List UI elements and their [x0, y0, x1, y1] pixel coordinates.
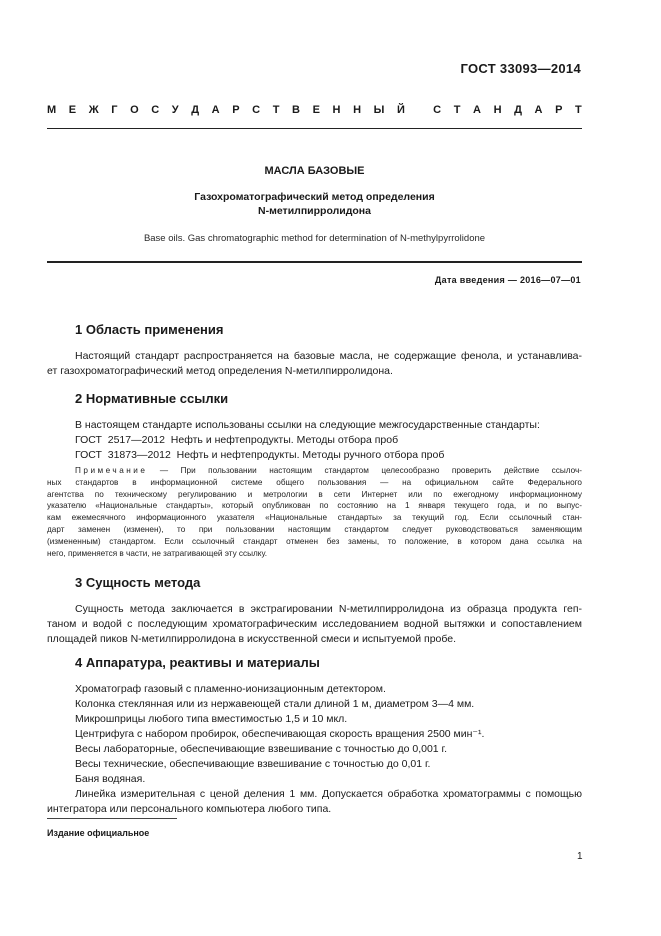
- note-label: Примечание: [75, 466, 148, 475]
- banner-letter: Н: [332, 104, 341, 116]
- interstate-standard-banner: [47, 104, 582, 116]
- equipment-item: Весы лабораторные, обеспечивающие взвешивание с точностью до 0,001 г.: [75, 743, 448, 755]
- banner-letter: А: [473, 104, 481, 116]
- note-line: агентства по техническому регулированию и метрологии в сети Интернет или по ежегодному информационному: [47, 489, 582, 499]
- introduction-date: Дата введения — 2016—07—01: [434, 275, 581, 285]
- document-subtitle-line1: Газохроматографический метод определения: [194, 191, 435, 203]
- banner-letter: С: [151, 104, 160, 116]
- reference-line: ГОСТ 2517—2012 Нефть и нефтепродукты. Методы отбора проб: [75, 434, 399, 446]
- banner-letter: Д: [514, 104, 522, 116]
- banner-letter: Е: [312, 104, 320, 116]
- section-4-body: [47, 682, 582, 817]
- equipment-item: Весы технические, обеспечивающие взвешивание с точностью до 0,01 г.: [75, 758, 431, 770]
- note-line: кам ежемесячного информационного указателя «Национальные стандарты» за текущий год. Если ссылочный стан-: [47, 513, 582, 523]
- note-text: — При пользовании настоящим стандартом целесообразно проверить действие ссылоч-: [159, 466, 582, 475]
- section-3-body: [47, 602, 582, 647]
- banner-letter: [417, 104, 420, 116]
- banner-letter: С: [252, 104, 261, 116]
- text-line: Настоящий стандарт распространяется на базовые масла, не содержащие фенола, и устанавлива-: [75, 350, 582, 362]
- note-line: [47, 465, 582, 477]
- banner-letter: С: [433, 104, 442, 116]
- note-line: него, применяется в части, не затрагивающей эту ссылку.: [47, 548, 268, 558]
- text-line: ет газохроматографический метод определения N-метилпирролидона.: [47, 365, 393, 377]
- equipment-item: Хроматограф газовый с пламенно-ионизационным детектором.: [75, 683, 386, 695]
- banner-letter: М: [47, 104, 57, 116]
- equipment-item: Баня водяная.: [75, 773, 146, 785]
- equipment-item: Линейка измерительная с ценой деления 1 мм. Допускается обработка хроматограммы с помощью: [75, 788, 582, 800]
- reference-line: ГОСТ 31873—2012 Нефть и нефтепродукты. Методы ручного отбора проб: [75, 449, 445, 461]
- banner-letter: Т: [272, 104, 280, 116]
- section-3-heading: 3 Сущность метода: [75, 575, 201, 590]
- text-line: Сущность метода заключается в экстрагировании N-метилпирролидона из образца продукта геп-: [75, 603, 582, 615]
- section-2-note: [47, 465, 582, 559]
- document-subtitle-line2: N-метилпирролидона: [258, 205, 371, 217]
- banner-letter: Й: [396, 104, 405, 116]
- note-line: ных стандартов в информационной системе общего пользования — на официальном сайте Федерального: [47, 477, 582, 487]
- banner-letter: Г: [111, 104, 118, 116]
- document-title: МАСЛА БАЗОВЫЕ: [264, 165, 365, 177]
- banner-letter: Р: [555, 104, 563, 116]
- banner-letter: А: [534, 104, 543, 116]
- title-divider: [47, 261, 582, 263]
- text-line: В настоящем стандарте использованы ссылки на следующие межгосударственные стандарты:: [75, 419, 540, 431]
- note-line: указателю «Национальные стандарты», который опубликован по состоянию на 1 января текущего года, и по выпус-: [47, 501, 582, 511]
- banner-letter: Т: [575, 104, 582, 116]
- footer-divider: [47, 818, 177, 819]
- equipment-item: Колонка стеклянная или из нержавеющей стали длиной 1 м, диаметром 3—4 мм.: [75, 698, 475, 710]
- banner-letter: Т: [453, 104, 461, 116]
- banner-letter: Ы: [373, 104, 385, 116]
- section-1-heading: 1 Область применения: [75, 322, 224, 337]
- edition-label: Издание официальное: [47, 828, 150, 838]
- note-line: дарт заменен (изменен), то при пользовании настоящим стандартом следует руководствоваться заменяющим: [47, 524, 582, 534]
- banner-letter: Н: [493, 104, 502, 116]
- banner-letter: Е: [68, 104, 77, 116]
- equipment-item: Центрифуга с набором пробирок, обеспечивающая скорость вращения 2500 мин⁻¹.: [75, 728, 485, 740]
- page-number: 1: [577, 851, 583, 862]
- banner-letter: Н: [353, 104, 362, 116]
- header-divider: [47, 128, 582, 129]
- banner-letter: Р: [232, 104, 240, 116]
- banner-letter: О: [130, 104, 139, 116]
- section-1-body: [47, 349, 582, 379]
- text-line: таном и водой с последующим хроматографическим исследованием водной вытяжки и сопоставлением: [47, 618, 582, 630]
- section-4-heading: 4 Аппаратура, реактивы и материалы: [75, 655, 320, 670]
- document-code: ГОСТ 33093—2014: [460, 61, 581, 76]
- banner-letter: В: [292, 104, 300, 116]
- note-line: (измененным) стандартом. Если ссылочный стандарт отменен без замены, то положение, в котором дана ссылка на: [47, 536, 582, 546]
- banner-letter: Ж: [88, 104, 99, 116]
- section-2-heading: 2 Нормативные ссылки: [75, 391, 229, 406]
- equipment-item: интегратора или персонального компьютера любого типа.: [47, 803, 332, 815]
- equipment-item: Микрошприцы любого типа вместимостью 1,5 и 10 мкл.: [75, 713, 348, 725]
- section-2-body: [47, 418, 582, 463]
- banner-letter: А: [211, 104, 220, 116]
- banner-letter: Д: [191, 104, 200, 116]
- banner-letter: У: [171, 104, 179, 116]
- text-line: площадей пиков N-метилпирролидона в искусственной смеси и испытуемой пробе.: [47, 633, 457, 645]
- english-title: Base oils. Gas chromatographic method for determination of N-methylpyrrolidone: [143, 233, 486, 244]
